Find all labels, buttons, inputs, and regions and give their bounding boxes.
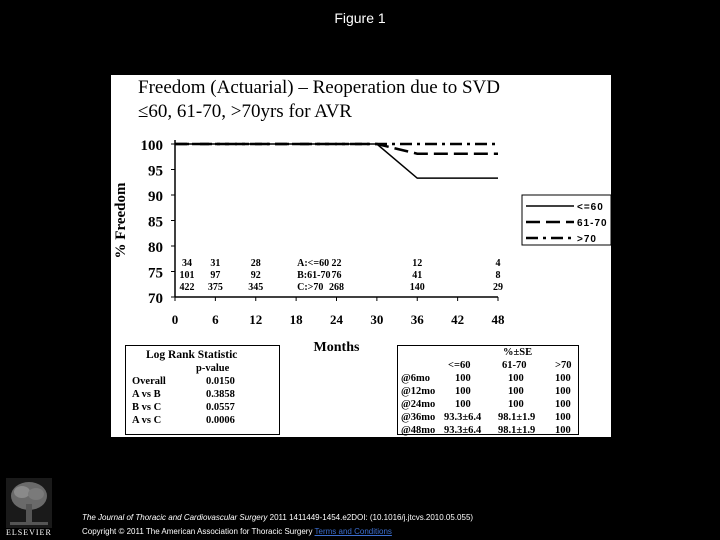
x-tick-label: 0 [171, 312, 179, 327]
citation [82, 513, 473, 522]
se-cell: 93.3±6.4 [444, 425, 482, 436]
x-axis-label: Months [313, 340, 360, 355]
x-tick-label: 30 [370, 312, 384, 327]
y-tick-label: 75 [148, 265, 163, 282]
at-risk-group-label: B:61-70 [297, 270, 331, 281]
at-risk-count: 12 [412, 258, 423, 269]
at-risk-count: 22 [331, 258, 342, 269]
log-rank-row-label: B vs C [132, 402, 162, 413]
at-risk-count: 31 [210, 258, 221, 269]
se-cell: 100 [455, 399, 471, 410]
se-cell: 100 [555, 373, 571, 384]
legend-label: >70 [577, 234, 597, 245]
citation-details: 2011 1411449-1454.e2DOI: (10.1016/j.jtcvs.2010.05.055) [269, 513, 474, 522]
se-row-label: @6mo [401, 373, 431, 384]
se-cell: 100 [555, 386, 571, 397]
at-risk-count: 345 [248, 282, 264, 293]
at-risk-count: 76 [331, 270, 342, 281]
log-rank-title: Log Rank Statistic [146, 349, 238, 361]
terms-link[interactable]: Terms and Conditions [314, 527, 392, 536]
se-table-title: %±SE [503, 347, 533, 358]
x-tick-label: 36 [410, 312, 424, 327]
legend-label: 61-70 [577, 218, 608, 229]
at-risk-count: 41 [412, 270, 423, 281]
se-header: 61-70 [502, 360, 527, 371]
at-risk-count: 29 [493, 282, 503, 293]
log-rank-row-label: Overall [132, 376, 166, 387]
journal-name: The Journal of Thoracic and Cardiovascular Surgery [82, 513, 268, 522]
x-tick-label: 48 [491, 312, 505, 327]
se-row-label: @48mo [401, 425, 436, 436]
figure-panel [111, 75, 611, 437]
log-rank-row-value: 0.0150 [206, 376, 235, 387]
y-tick-label: 85 [148, 214, 163, 231]
x-tick-label: 42 [451, 312, 465, 327]
log-rank-table [125, 345, 280, 435]
at-risk-group-label: A:<=60 [297, 258, 330, 269]
se-cell: 100 [455, 386, 471, 397]
se-cell: 100 [555, 412, 571, 423]
at-risk-count: 34 [182, 258, 192, 269]
log-rank-row-value: 0.0557 [206, 402, 235, 413]
se-table [397, 345, 579, 435]
se-row-label: @36mo [401, 412, 436, 423]
chart-title-line-1: Freedom (Actuarial) – Reoperation due to SVD [138, 77, 500, 98]
at-risk-count: 101 [179, 270, 195, 281]
se-row-label: @12mo [401, 386, 436, 397]
y-axis-label: % Freedom [113, 182, 129, 259]
copyright [82, 527, 392, 536]
se-cell: 100 [508, 399, 524, 410]
y-tick-label: 90 [148, 189, 163, 205]
x-tick-label: 18 [289, 312, 303, 327]
y-tick-label: 70 [148, 291, 163, 307]
figure-title: Figure 1 [334, 10, 386, 26]
se-cell: 100 [455, 373, 471, 384]
at-risk-count: 92 [250, 270, 261, 281]
x-tick-label: 6 [212, 312, 219, 327]
log-rank-row-label: A vs B [132, 389, 161, 400]
y-tick-label: 100 [140, 138, 163, 154]
at-risk-count: 268 [329, 282, 344, 293]
x-tick-label: 24 [330, 312, 343, 327]
at-risk-count: 97 [210, 270, 221, 281]
se-header: >70 [555, 360, 572, 371]
y-tick-label: 95 [148, 163, 163, 180]
se-cell: 100 [508, 373, 524, 384]
at-risk-group-label: C:>70 [297, 282, 324, 293]
se-cell: 98.1±1.9 [498, 412, 536, 423]
se-cell: 100 [508, 386, 524, 397]
y-tick-label: 80 [148, 240, 163, 256]
log-rank-row-value: 0.3858 [206, 389, 235, 400]
at-risk-count: 8 [495, 270, 501, 281]
at-risk-count: 422 [179, 282, 195, 293]
legend-label: <=60 [577, 202, 604, 213]
x-tick-label: 12 [249, 312, 263, 327]
se-cell: 100 [555, 399, 571, 410]
se-cell: 93.3±6.4 [444, 412, 482, 423]
chart-title-line-2: ≤60, 61-70, >70yrs for AVR [138, 101, 352, 122]
log-rank-row-value: 0.0006 [206, 415, 235, 426]
at-risk-count: 375 [207, 282, 223, 293]
elsevier-tree-logo [6, 478, 52, 528]
se-row-label: @24mo [401, 399, 436, 410]
copyright-text: Copyright © 2011 The American Association for Thoracic Surgery [82, 527, 313, 536]
se-cell: 98.1±1.9 [498, 425, 536, 436]
log-rank-row-label: A vs C [132, 415, 162, 426]
se-header: <=60 [448, 360, 471, 371]
log-rank-subtitle: p-value [196, 363, 230, 374]
se-cell: 100 [555, 425, 571, 436]
series-line-2 [175, 144, 498, 154]
at-risk-count: 28 [250, 258, 261, 269]
at-risk-count: 4 [495, 258, 501, 269]
publisher-logo-text: ELSEVIER [6, 528, 52, 537]
at-risk-count: 140 [409, 282, 425, 293]
series-line-1 [175, 144, 498, 178]
